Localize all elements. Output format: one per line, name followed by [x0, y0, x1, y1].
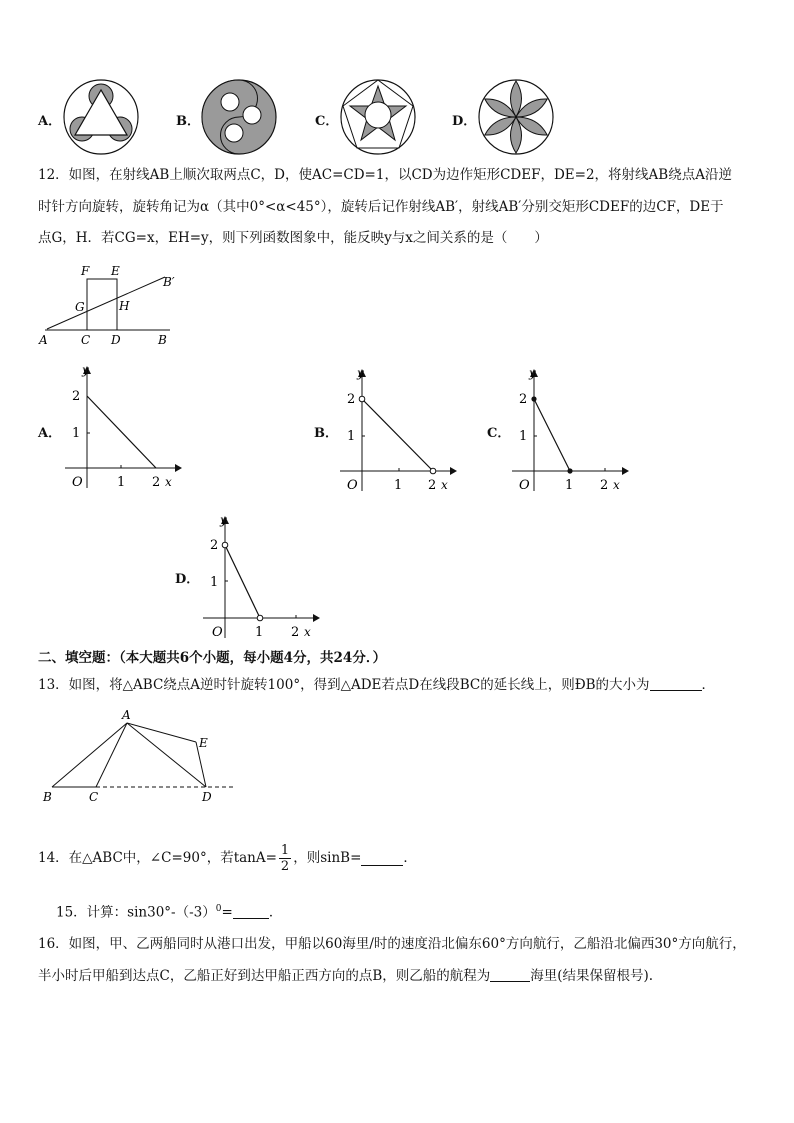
q12-graph-c	[507, 365, 632, 495]
q12-c-tick-1y: 1	[519, 429, 528, 444]
q13-answer-blank[interactable]	[650, 676, 702, 691]
q15-end: ．	[268, 904, 283, 921]
q12-b-origin: O	[347, 478, 358, 493]
q12-label-e: E	[111, 264, 120, 278]
q11-option-a-label: A．	[38, 114, 62, 129]
q11-figure-b	[200, 78, 278, 156]
q11-figure-c	[339, 78, 417, 156]
q12-a-tick-1y: 1	[72, 426, 81, 441]
q12-d-tick-1y: 1	[210, 575, 219, 590]
q14-end: ．	[403, 850, 417, 866]
q15-suffix: =	[221, 904, 233, 921]
q12-d-tick-1x: 1	[255, 625, 264, 640]
q14-prefix: 14．在△ABC中，∠C=90°，若tanA=	[38, 850, 277, 866]
q12-option-c-label: C．	[487, 426, 511, 441]
q12-label-d: D	[111, 333, 121, 347]
q13-label-b: B	[43, 790, 52, 804]
q12-c-tick-1x: 1	[565, 478, 574, 493]
q13-label-d: D	[202, 790, 212, 804]
q14-numerator: 1	[280, 843, 290, 858]
q15-row	[56, 899, 282, 923]
q13-label-c: C	[89, 790, 99, 804]
q13-label-e: E	[199, 736, 208, 750]
q12-a-tick-2x: 2	[152, 475, 161, 490]
q15-exponent: 0	[215, 904, 222, 914]
q13-text-row	[38, 675, 715, 695]
q12-a-y: y	[82, 363, 89, 377]
q12-label-g: G	[75, 300, 85, 314]
q12-b-y: y	[357, 366, 364, 380]
q12-c-origin: O	[519, 478, 530, 493]
q12-label-h: H	[119, 299, 130, 313]
q14-denominator: 2	[280, 859, 290, 874]
q12-label-a: A	[39, 333, 48, 347]
q12-b-tick-1y: 1	[347, 429, 356, 444]
q12-label-b: B	[158, 333, 167, 347]
q12-option-a-label: A．	[38, 426, 62, 441]
q13-label-a: A	[122, 708, 131, 722]
q12-a-origin: O	[72, 475, 83, 490]
q12-a-tick-2y: 2	[72, 389, 81, 404]
q12-option-d-label: D．	[175, 572, 200, 587]
q15-answer-blank[interactable]	[233, 904, 269, 919]
q12-d-tick-2x: 2	[291, 625, 300, 640]
q12-label-bprime: B′	[163, 275, 175, 289]
q12-b-tick-1x: 1	[394, 478, 403, 493]
q12-b-x: x	[441, 478, 448, 492]
q14-fraction	[279, 843, 291, 874]
section-2-heading: 二、填空题：（本大题共6个小题，每小题4分，共24分．）	[38, 650, 387, 666]
q12-d-x: x	[304, 625, 311, 639]
q12-a-x: x	[165, 475, 172, 489]
q13-text: 13．如图，将△ABC绕点A逆时针旋转100°，得到△ADE若点D在线段BC的延长线上，则ÐB的大小为	[38, 677, 650, 693]
q12-d-origin: O	[212, 625, 223, 640]
q12-d-y: y	[220, 513, 227, 527]
q11-option-d-label: D．	[452, 114, 477, 129]
q12-c-y: y	[529, 366, 536, 380]
q11-option-c-label: C．	[315, 114, 339, 129]
q12-b-tick-2x: 2	[428, 478, 437, 493]
q11-figure-a	[62, 78, 140, 156]
q11-figure-d	[477, 78, 555, 156]
q12-d-tick-2y: 2	[210, 538, 219, 553]
q13-figure	[38, 706, 243, 806]
q13-end: ．	[701, 677, 716, 693]
q12-graph-a	[60, 362, 185, 492]
q16-answer-blank[interactable]	[490, 967, 530, 982]
q12-option-b-label: B．	[314, 426, 338, 441]
q12-label-c: C	[81, 333, 91, 347]
q14-row	[38, 838, 417, 878]
q16-line-2	[38, 966, 653, 986]
q12-label-f: F	[81, 264, 90, 278]
q12-line-2: 时针方向旋转，旋转角记为α（其中0°<α<45°），旋转后记作射线AB′，射线AB′分别交矩形CDEF的边CF，DE于	[38, 199, 724, 215]
q12-c-tick-2x: 2	[600, 478, 609, 493]
q12-a-tick-1x: 1	[117, 475, 126, 490]
q12-figure	[35, 260, 185, 350]
q12-c-tick-2y: 2	[519, 392, 528, 407]
q12-line-1: 12．如图，在射线AB上顺次取两点C，D，使AC=CD=1，以CD为边作矩形CDEF，DE=2，将射线AB绕点A沿逆	[38, 167, 732, 183]
q14-answer-blank[interactable]	[361, 851, 403, 866]
q16-line-2-prefix: 半小时后甲船到达点C，乙船正好到达甲船正西方向的点B，则乙船的航程为	[38, 968, 491, 984]
q12-graph-b	[335, 365, 460, 495]
q11-option-b-label: B．	[176, 114, 200, 129]
q15-prefix: 15．计算：sin30°-（-3）	[56, 904, 216, 921]
q12-b-tick-2y: 2	[347, 392, 356, 407]
q12-c-x: x	[613, 478, 620, 492]
q12-line-3: 点G，H．若CG=x，EH=y，则下列函数图象中，能反映y与x之间关系的是（ ）	[38, 230, 548, 246]
q16-line-2-suffix: 海里(结果保留根号).	[530, 968, 654, 984]
q12-graph-d	[198, 512, 323, 642]
q16-line-1: 16．如图，甲、乙两船同时从港口出发，甲船以60海里/时的速度沿北偏东60°方向航行，乙船沿北偏西30°方向航行，	[38, 936, 746, 952]
q14-suffix: ，则sinB=	[293, 850, 362, 866]
